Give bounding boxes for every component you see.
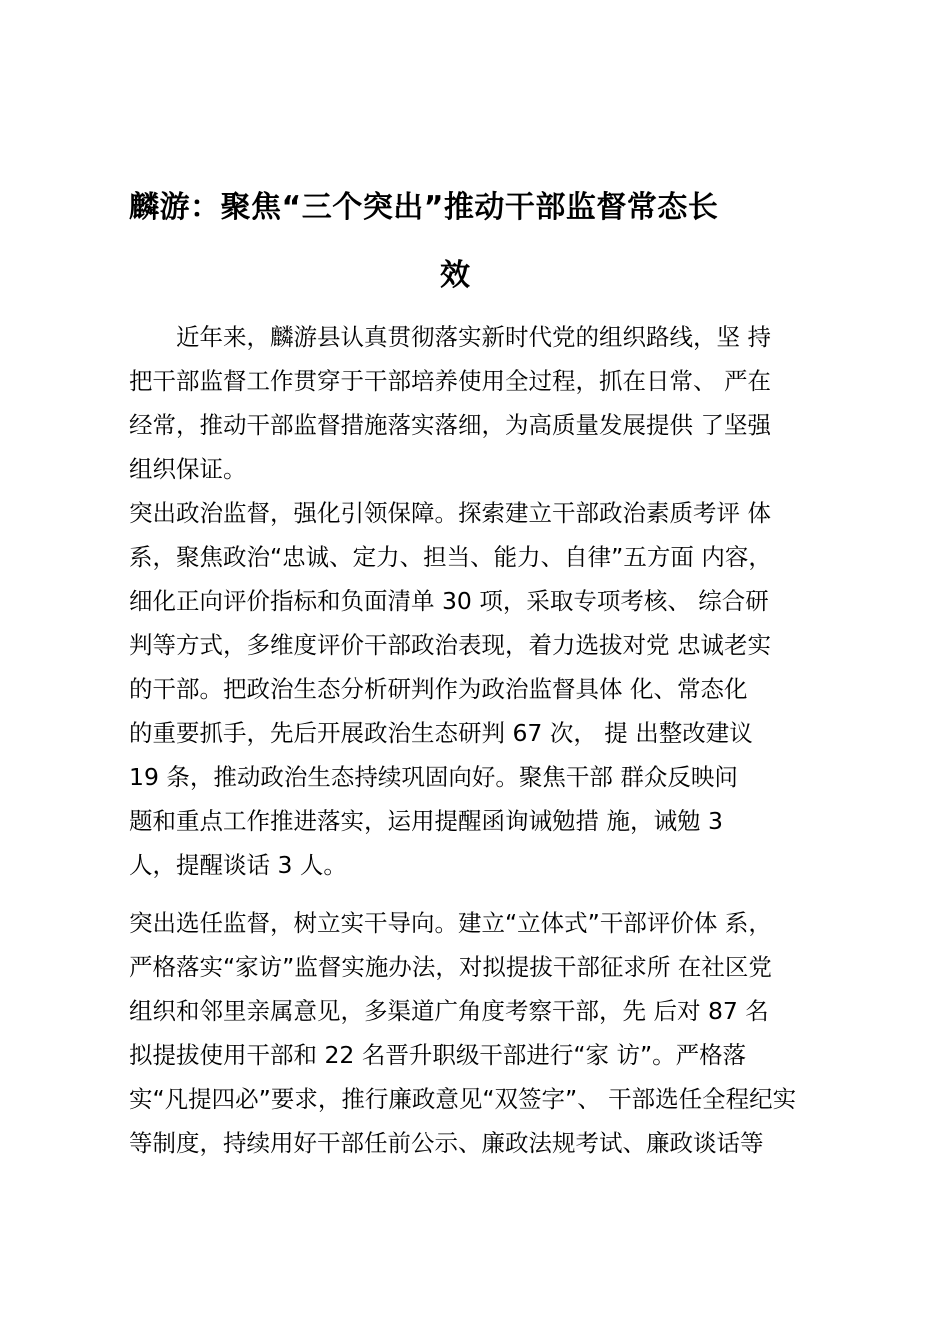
- document-title-continuation: 效: [440, 258, 470, 293]
- paragraph-1-line-4: 组织保证。: [129, 455, 247, 483]
- paragraph-3-line-6: 等制度，持续用好干部任前公示、廉政法规考试、廉政谈话等: [129, 1129, 764, 1157]
- paragraph-2-line-2: 系，聚焦政治“忠诚、定力、担当、能力、自律”五方面 内容，: [129, 543, 772, 571]
- paragraph-2-line-3: 细化正向评价指标和负面清单 30 项，采取专项考核、 综合研: [129, 587, 769, 615]
- paragraph-1-line-1: 近年来，麟游县认真贯彻落实新时代党的组织路线，坚 持: [129, 323, 771, 351]
- paragraph-2-line-6: 的重要抓手，先后开展政治生态研判 67 次， 提 出整改建议: [129, 719, 753, 747]
- paragraph-2-line-4: 判等方式，多维度评价干部政治表现，着力选拔对党 忠诚老实: [129, 631, 771, 659]
- paragraph-2-line-1: 突出政治监督，强化引领保障。探索建立干部政治素质考评 体: [129, 499, 771, 527]
- paragraph-2-line-7: 19 条，推动政治生态持续巩固向好。聚焦干部 群众反映问: [129, 763, 738, 791]
- paragraph-3-line-5: 实“凡提四必”要求，推行廉政意见“双签字”、 干部选任全程纪实: [129, 1085, 797, 1113]
- paragraph-1-line-3: 经常，推动干部监督措施落实落细，为高质量发展提供 了坚强: [129, 411, 771, 439]
- paragraph-3-line-1: 突出选任监督，树立实干导向。建立“立体式”干部评价体 系，: [129, 909, 772, 937]
- paragraph-1-line-2: 把干部监督工作贯穿于干部培养使用全过程，抓在日常、 严在: [129, 367, 771, 395]
- paragraph-2-line-5: 的干部。把政治生态分析研判作为政治监督具体 化、常态化: [129, 675, 748, 703]
- paragraph-2-line-9: 人，提醒谈话 3 人。: [129, 851, 347, 879]
- paragraph-3-line-3: 组织和邻里亲属意见，多渠道广角度考察干部，先 后对 87 名: [129, 997, 769, 1025]
- document-title: 麟游：聚焦“三个突出”推动干部监督常态长: [129, 190, 719, 225]
- paragraph-3-line-4: 拟提拔使用干部和 22 名晋升职级干部进行“家 访”。严格落: [129, 1041, 747, 1069]
- paragraph-2-line-8: 题和重点工作推进落实，运用提醒函询诫勉措 施，诫勉 3: [129, 807, 723, 835]
- paragraph-3-line-2: 严格落实“家访”监督实施办法，对拟提拔干部征求所 在社区党: [129, 953, 772, 981]
